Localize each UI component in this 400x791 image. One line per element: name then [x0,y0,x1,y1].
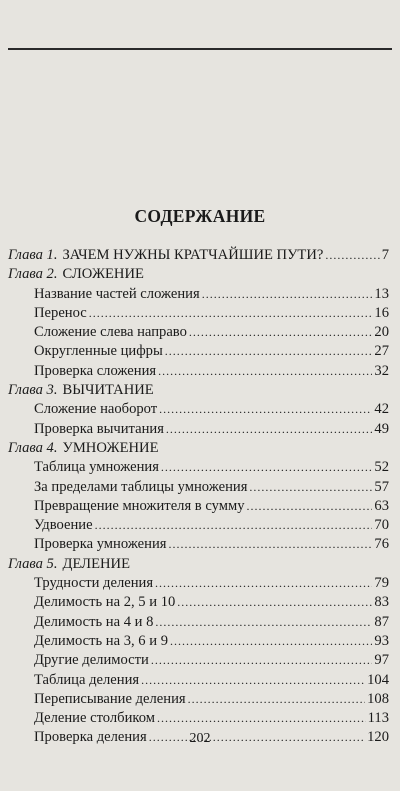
toc-chapter-title: СЛОЖЕНИЕ [62,266,144,283]
toc-section-row [8,574,389,593]
toc-leader-dots [249,478,372,497]
toc-leader-dots [188,690,365,709]
toc-section-row [8,285,389,304]
toc-section-title: Проверка деления [34,729,147,746]
toc-section-title: Переписывание деления [34,690,186,707]
toc-page-number: 108 [367,690,389,707]
toc-section-row [8,709,389,728]
toc-page-number: 63 [374,497,389,514]
toc-leader-dots [158,362,372,381]
toc-page-number: 32 [374,362,389,379]
toc-chapter-row [8,555,389,574]
toc-section-title: Трудности деления [34,575,154,592]
toc-page-number: 93 [374,632,389,649]
toc-page-number: 16 [374,304,389,321]
toc-section-title: Таблица деления [34,671,140,688]
toc-section-title: Сложение слева направо [34,324,187,341]
toc-leader-dots [89,304,373,323]
toc-leader-dots [177,593,372,612]
toc-page-number: 20 [374,324,389,341]
toc-chapter-row [8,246,389,265]
toc-leader-dots [157,709,366,728]
toc-section-title: Проверка сложения [34,362,157,379]
toc-page-number: 87 [374,613,389,630]
toc-leader-dots [325,246,379,265]
toc-section-title: За пределами таблицы умножения [34,478,248,495]
toc-chapter-title: ВЫЧИТАНИЕ [62,382,154,399]
toc-section-row [8,651,389,670]
toc-section-row [8,671,389,690]
table-of-contents [8,246,389,748]
toc-section-row [8,400,389,419]
toc-section-title: Проверка умножения [34,536,167,553]
toc-section-title: Сложение наоборот [34,401,158,418]
toc-page-number: 49 [374,420,389,437]
toc-section-row [8,323,389,342]
toc-chapter-label: Глава 3. [8,382,58,399]
toc-chapter-label: Глава 5. [8,555,58,572]
toc-page-number: 52 [374,459,389,476]
toc-page-number: 113 [367,710,389,727]
toc-leader-dots [165,342,373,361]
toc-leader-dots [247,497,373,516]
toc-leader-dots [155,613,372,632]
page-number: 202 [189,731,211,746]
toc-section-title: Округленные цифры [34,343,163,360]
toc-section-title: Таблица умножения [34,459,159,476]
toc-page-number: 57 [374,478,389,495]
toc-chapter-row [8,381,389,400]
toc-section-row [8,593,389,612]
header-rule [8,48,392,50]
toc-page-number: 97 [374,652,389,669]
toc-leader-dots [151,651,373,670]
toc-chapter-row [8,265,389,284]
toc-section-row [8,516,389,535]
toc-page-number: 76 [374,536,389,553]
toc-section-title: Делимость на 3, 6 и 9 [34,632,168,649]
toc-section-row [8,362,389,381]
toc-page-number: 70 [374,517,389,534]
toc-leader-dots [155,574,372,593]
toc-leader-dots [170,632,372,651]
toc-section-title: Другие делимости [34,652,149,669]
toc-chapter-label: Глава 1. [8,247,58,263]
toc-page-number: 83 [374,594,389,611]
toc-page-number: 79 [374,575,389,592]
toc-section-title: Делимость на 4 и 8 [34,613,154,630]
toc-page-number: 7 [381,247,389,263]
toc-chapter-title: УМНОЖЕНИЕ [62,439,159,456]
toc-section-row [8,535,389,554]
toc-page-number: 13 [374,285,389,302]
toc-section-title: Деление столбиком [34,710,156,727]
toc-section-title: Проверка вычитания [34,420,164,437]
toc-section-row [8,458,389,477]
toc-chapter-label: Глава 4. [8,439,58,456]
toc-section-row [8,478,389,497]
toc-section-title: Делимость на 2, 5 и 10 [34,594,176,611]
toc-leader-dots [95,516,373,535]
toc-chapter-row [8,439,389,458]
toc-section-row [8,690,389,709]
toc-section-row [8,497,389,516]
toc-section-row [8,613,389,632]
toc-leader-dots [161,458,373,477]
toc-section-row [8,632,389,651]
toc-chapter-label: Глава 2. [8,266,58,283]
toc-page-number: 104 [367,671,389,688]
toc-section-row [8,304,389,323]
toc-section-row [8,342,389,361]
toc-section-title: Название частей сложения [34,285,200,302]
page-title: СОДЕРЖАНИЕ [134,206,266,226]
toc-leader-dots [169,535,373,554]
toc-chapter-title: ДЕЛЕНИЕ [62,555,130,572]
toc-page-number: 120 [367,729,389,746]
toc-page-number: 27 [374,343,389,360]
toc-leader-dots [141,671,365,690]
toc-leader-dots [189,323,373,342]
toc-section-title: Превращение множителя в сумму [34,497,245,514]
toc-leader-dots [166,420,372,439]
toc-section-title: Перенос [34,304,87,321]
toc-section-row [8,420,389,439]
toc-leader-dots [202,285,373,304]
toc-page-number: 42 [374,401,389,418]
toc-leader-dots [159,400,372,419]
toc-chapter-title: ЗАЧЕМ НУЖНЫ КРАТЧАЙШИЕ ПУТИ? [62,247,324,263]
toc-section-title: Удвоение [34,517,93,534]
